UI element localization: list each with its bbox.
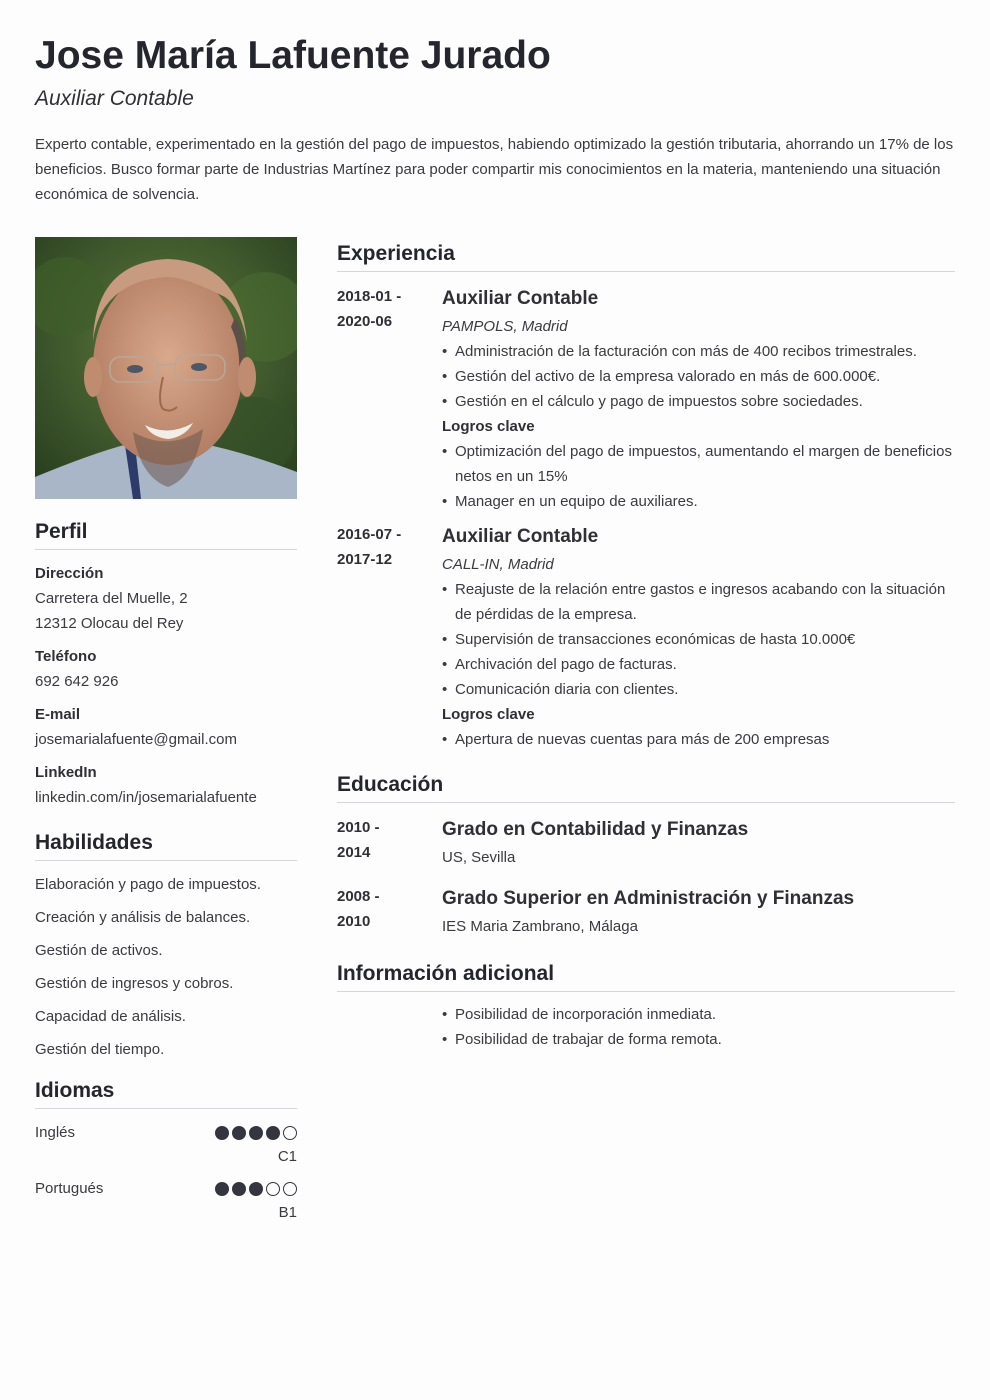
responsibility-item: • Reajuste de la relación entre gastos e ingresos acabando con la situación de pérdidas de la empresa. [442, 577, 955, 627]
date-start: 2010 - [337, 819, 380, 836]
company-location: CALL-IN, Madrid [442, 556, 554, 573]
additional-info-heading: Información adicional [337, 961, 955, 992]
language-name: Portugués [35, 1180, 104, 1197]
additional-info-item: • Posibilidad de trabajar de forma remota. [442, 1027, 955, 1052]
summary: Experto contable, experimentado en la gestión del pago de impuestos, habiendo optimizado la gestión tributaria, ahorrando un 17% de los beneficios. Busco formar parte de Industrias Martínez para poder compartir mis conocimientos en la materia, manteniendo una situación económica de solvencia. [35, 136, 954, 203]
achievement-item: • Optimización del pago de impuestos, aumentando el margen de beneficios netos en un 15% [442, 439, 955, 489]
linkedin-link[interactable]: linkedin.com/in/josemarialafuente [35, 789, 257, 806]
rating-dot-empty-icon [283, 1182, 297, 1196]
email-label: E-mail [35, 706, 81, 723]
language-level: B1 [278, 1204, 297, 1221]
rating-dot-filled-icon [215, 1126, 229, 1140]
responsibility-item: • Administración de la facturación con más de 400 recibos trimestrales. [442, 339, 955, 364]
education-heading: Educación [337, 772, 955, 803]
company-location: PAMPOLS, Madrid [442, 318, 568, 335]
rating-dot-filled-icon [232, 1126, 246, 1140]
skill-item: Gestión de activos. [35, 942, 163, 959]
responsibility-item: • Gestión del activo de la empresa valorado en más de 600.000€. [442, 364, 955, 389]
responsibility-item: • Gestión en el cálculo y pago de impuestos sobre sociedades. [442, 389, 955, 414]
date-start: 2018-01 - [337, 288, 402, 305]
education-section [337, 772, 955, 939]
responsibility-item: • Supervisión de transacciones económicas de hasta 10.000€ [442, 627, 955, 652]
entry-date [337, 522, 442, 752]
entry-date [337, 884, 442, 939]
achievements-label: Logros clave [442, 706, 535, 723]
language-rating [215, 1126, 297, 1140]
skill-item: Elaboración y pago de impuestos. [35, 876, 261, 893]
entry-date [337, 815, 442, 870]
skills-heading: Habilidades [35, 830, 297, 861]
degree-title: Grado Superior en Administración y Finanzas [442, 888, 855, 909]
languages-heading: Idiomas [35, 1078, 297, 1109]
language-rating [215, 1182, 297, 1196]
experience-section [337, 241, 955, 752]
experience-entry [337, 284, 955, 514]
language-item [35, 1179, 297, 1235]
address-line1: Carretera del Muelle, 2 [35, 590, 188, 607]
linkedin-label: LinkedIn [35, 764, 97, 781]
date-end: 2020-06 [337, 313, 393, 330]
rating-dot-filled-icon [266, 1126, 280, 1140]
skill-item: Capacidad de análisis. [35, 1008, 186, 1025]
rating-dot-filled-icon [215, 1182, 229, 1196]
additional-info-item: • Posibilidad de incorporación inmediata. [442, 1002, 955, 1027]
responsibility-item: • Archivación del pago de facturas. [442, 652, 955, 677]
skills-section [35, 830, 297, 1060]
job-title: Auxiliar Contable [442, 526, 599, 547]
job-title: Auxiliar Contable [442, 288, 599, 309]
skill-item: Gestión del tiempo. [35, 1041, 165, 1058]
skill-item: Gestión de ingresos y cobros. [35, 975, 234, 992]
date-start: 2008 - [337, 888, 380, 905]
rating-dot-empty-icon [283, 1126, 297, 1140]
profile-section [35, 519, 297, 810]
sidebar [35, 237, 297, 1235]
main-content [337, 241, 955, 1052]
responsibility-item: • Comunicación diaria con clientes. [442, 677, 955, 702]
rating-dot-filled-icon [249, 1182, 263, 1196]
candidate-title: Auxiliar Contable [35, 87, 194, 110]
date-start: 2016-07 - [337, 526, 402, 543]
candidate-name: Jose María Lafuente Jurado [35, 34, 551, 77]
date-end: 2017-12 [337, 551, 393, 568]
language-item [35, 1123, 297, 1179]
languages-section [35, 1078, 297, 1235]
achievement-item: • Apertura de nuevas cuentas para más de 200 empresas [442, 727, 955, 752]
date-end: 2014 [337, 844, 371, 861]
address-line2: 12312 Olocau del Rey [35, 615, 184, 632]
profile-heading: Perfil [35, 519, 297, 550]
phone-label: Teléfono [35, 648, 97, 665]
school-name: IES Maria Zambrano, Málaga [442, 918, 638, 935]
skill-item: Creación y análisis de balances. [35, 909, 251, 926]
profile-photo [35, 237, 297, 499]
entry-date [337, 284, 442, 514]
education-entry [337, 884, 955, 939]
language-name: Inglés [35, 1124, 76, 1141]
achievement-item: • Manager en un equipo de auxiliares. [442, 489, 955, 514]
portrait-image [35, 237, 297, 499]
experience-entry [337, 522, 955, 752]
rating-dot-filled-icon [249, 1126, 263, 1140]
degree-title: Grado en Contabilidad y Finanzas [442, 819, 749, 840]
email-link[interactable]: josemarialafuente@gmail.com [35, 731, 237, 748]
school-name: US, Sevilla [442, 849, 516, 866]
experience-heading: Experiencia [337, 241, 955, 272]
rating-dot-empty-icon [266, 1182, 280, 1196]
address-label: Dirección [35, 565, 104, 582]
achievements-label: Logros clave [442, 418, 535, 435]
additional-info-section [337, 961, 955, 1052]
language-level: C1 [277, 1148, 297, 1165]
phone-value: 692 642 926 [35, 673, 119, 690]
date-end: 2010 [337, 913, 371, 930]
rating-dot-filled-icon [232, 1182, 246, 1196]
education-entry [337, 815, 955, 870]
